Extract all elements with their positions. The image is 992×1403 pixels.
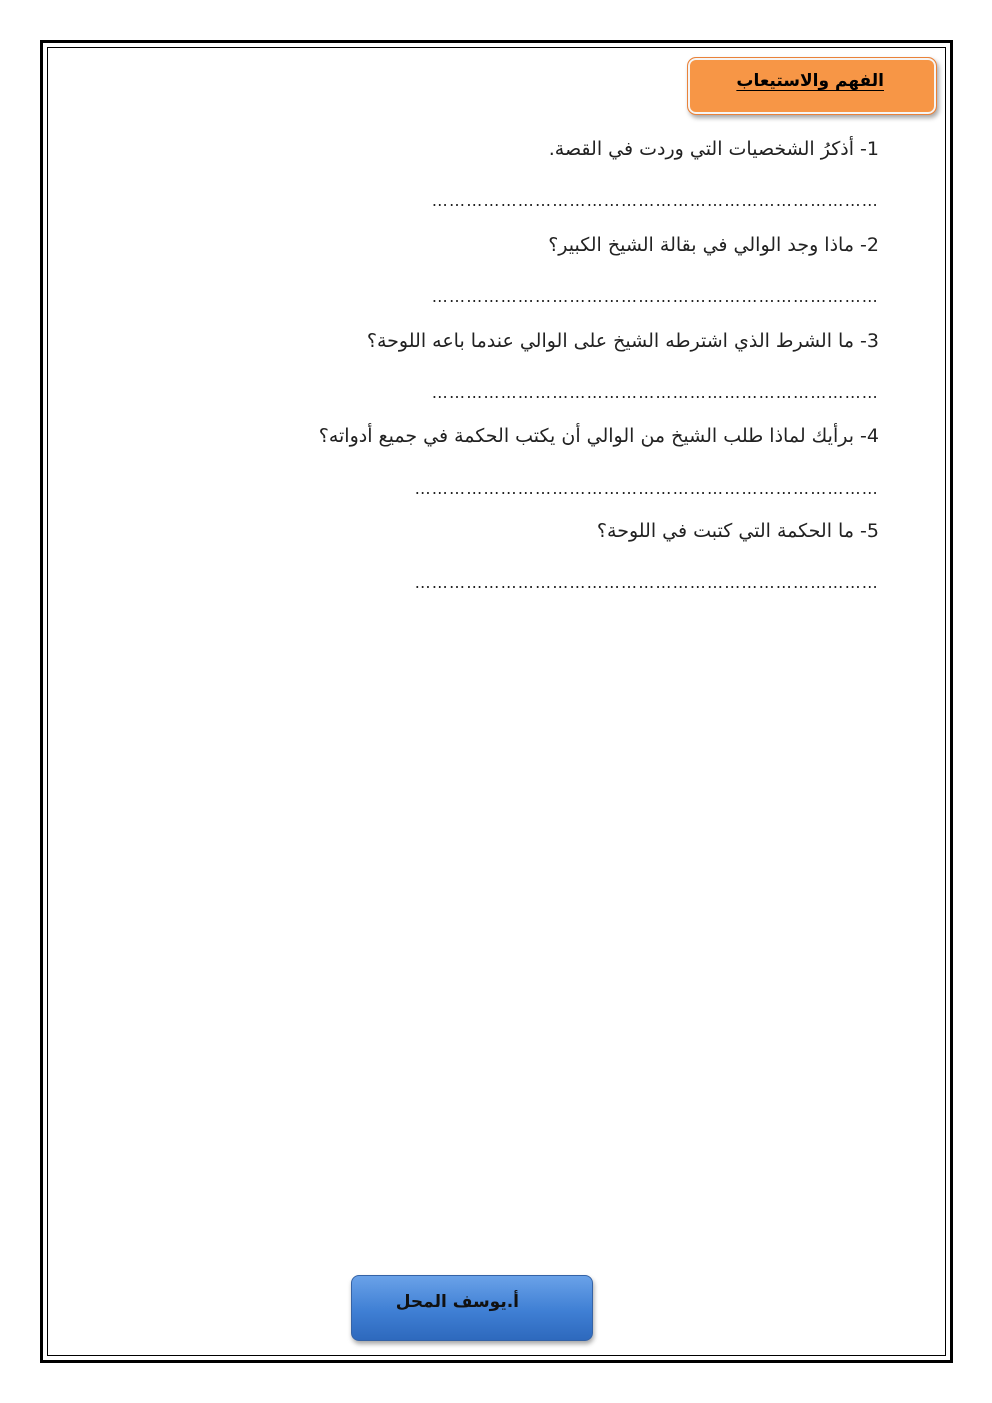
question-4: 4- برأيك لماذا طلب الشيخ من الوالي أن يكتب الحكمة في جميع أدواته؟ <box>318 425 879 447</box>
question-3: 3- ما الشرط الذي اشترطه الشيخ على الوالي عندما باعه اللوحة؟ <box>366 330 879 352</box>
question-5: 5- ما الحكمة التي كتبت في اللوحة؟ <box>596 520 879 542</box>
author-badge <box>351 1275 593 1341</box>
answer-line-1: …………………………………………………………………… <box>431 193 879 209</box>
section-title-box <box>687 57 937 115</box>
question-1: 1- أذكرُ الشخصيات التي وردت في القصة. <box>548 138 879 160</box>
question-2: 2- ماذا وجد الوالي في بقالة الشيخ الكبير؟ <box>548 234 879 256</box>
answer-line-4: ……………………………………………………………………… <box>414 481 879 497</box>
answer-line-5: ……………………………………………………………………… <box>414 575 879 591</box>
author-name: أ.يوسف المحل <box>395 1292 519 1312</box>
answer-line-2: …………………………………………………………………… <box>431 289 879 305</box>
answer-line-3: …………………………………………………………………… <box>431 385 879 401</box>
section-title: الفهم والاستيعاب <box>736 71 884 91</box>
